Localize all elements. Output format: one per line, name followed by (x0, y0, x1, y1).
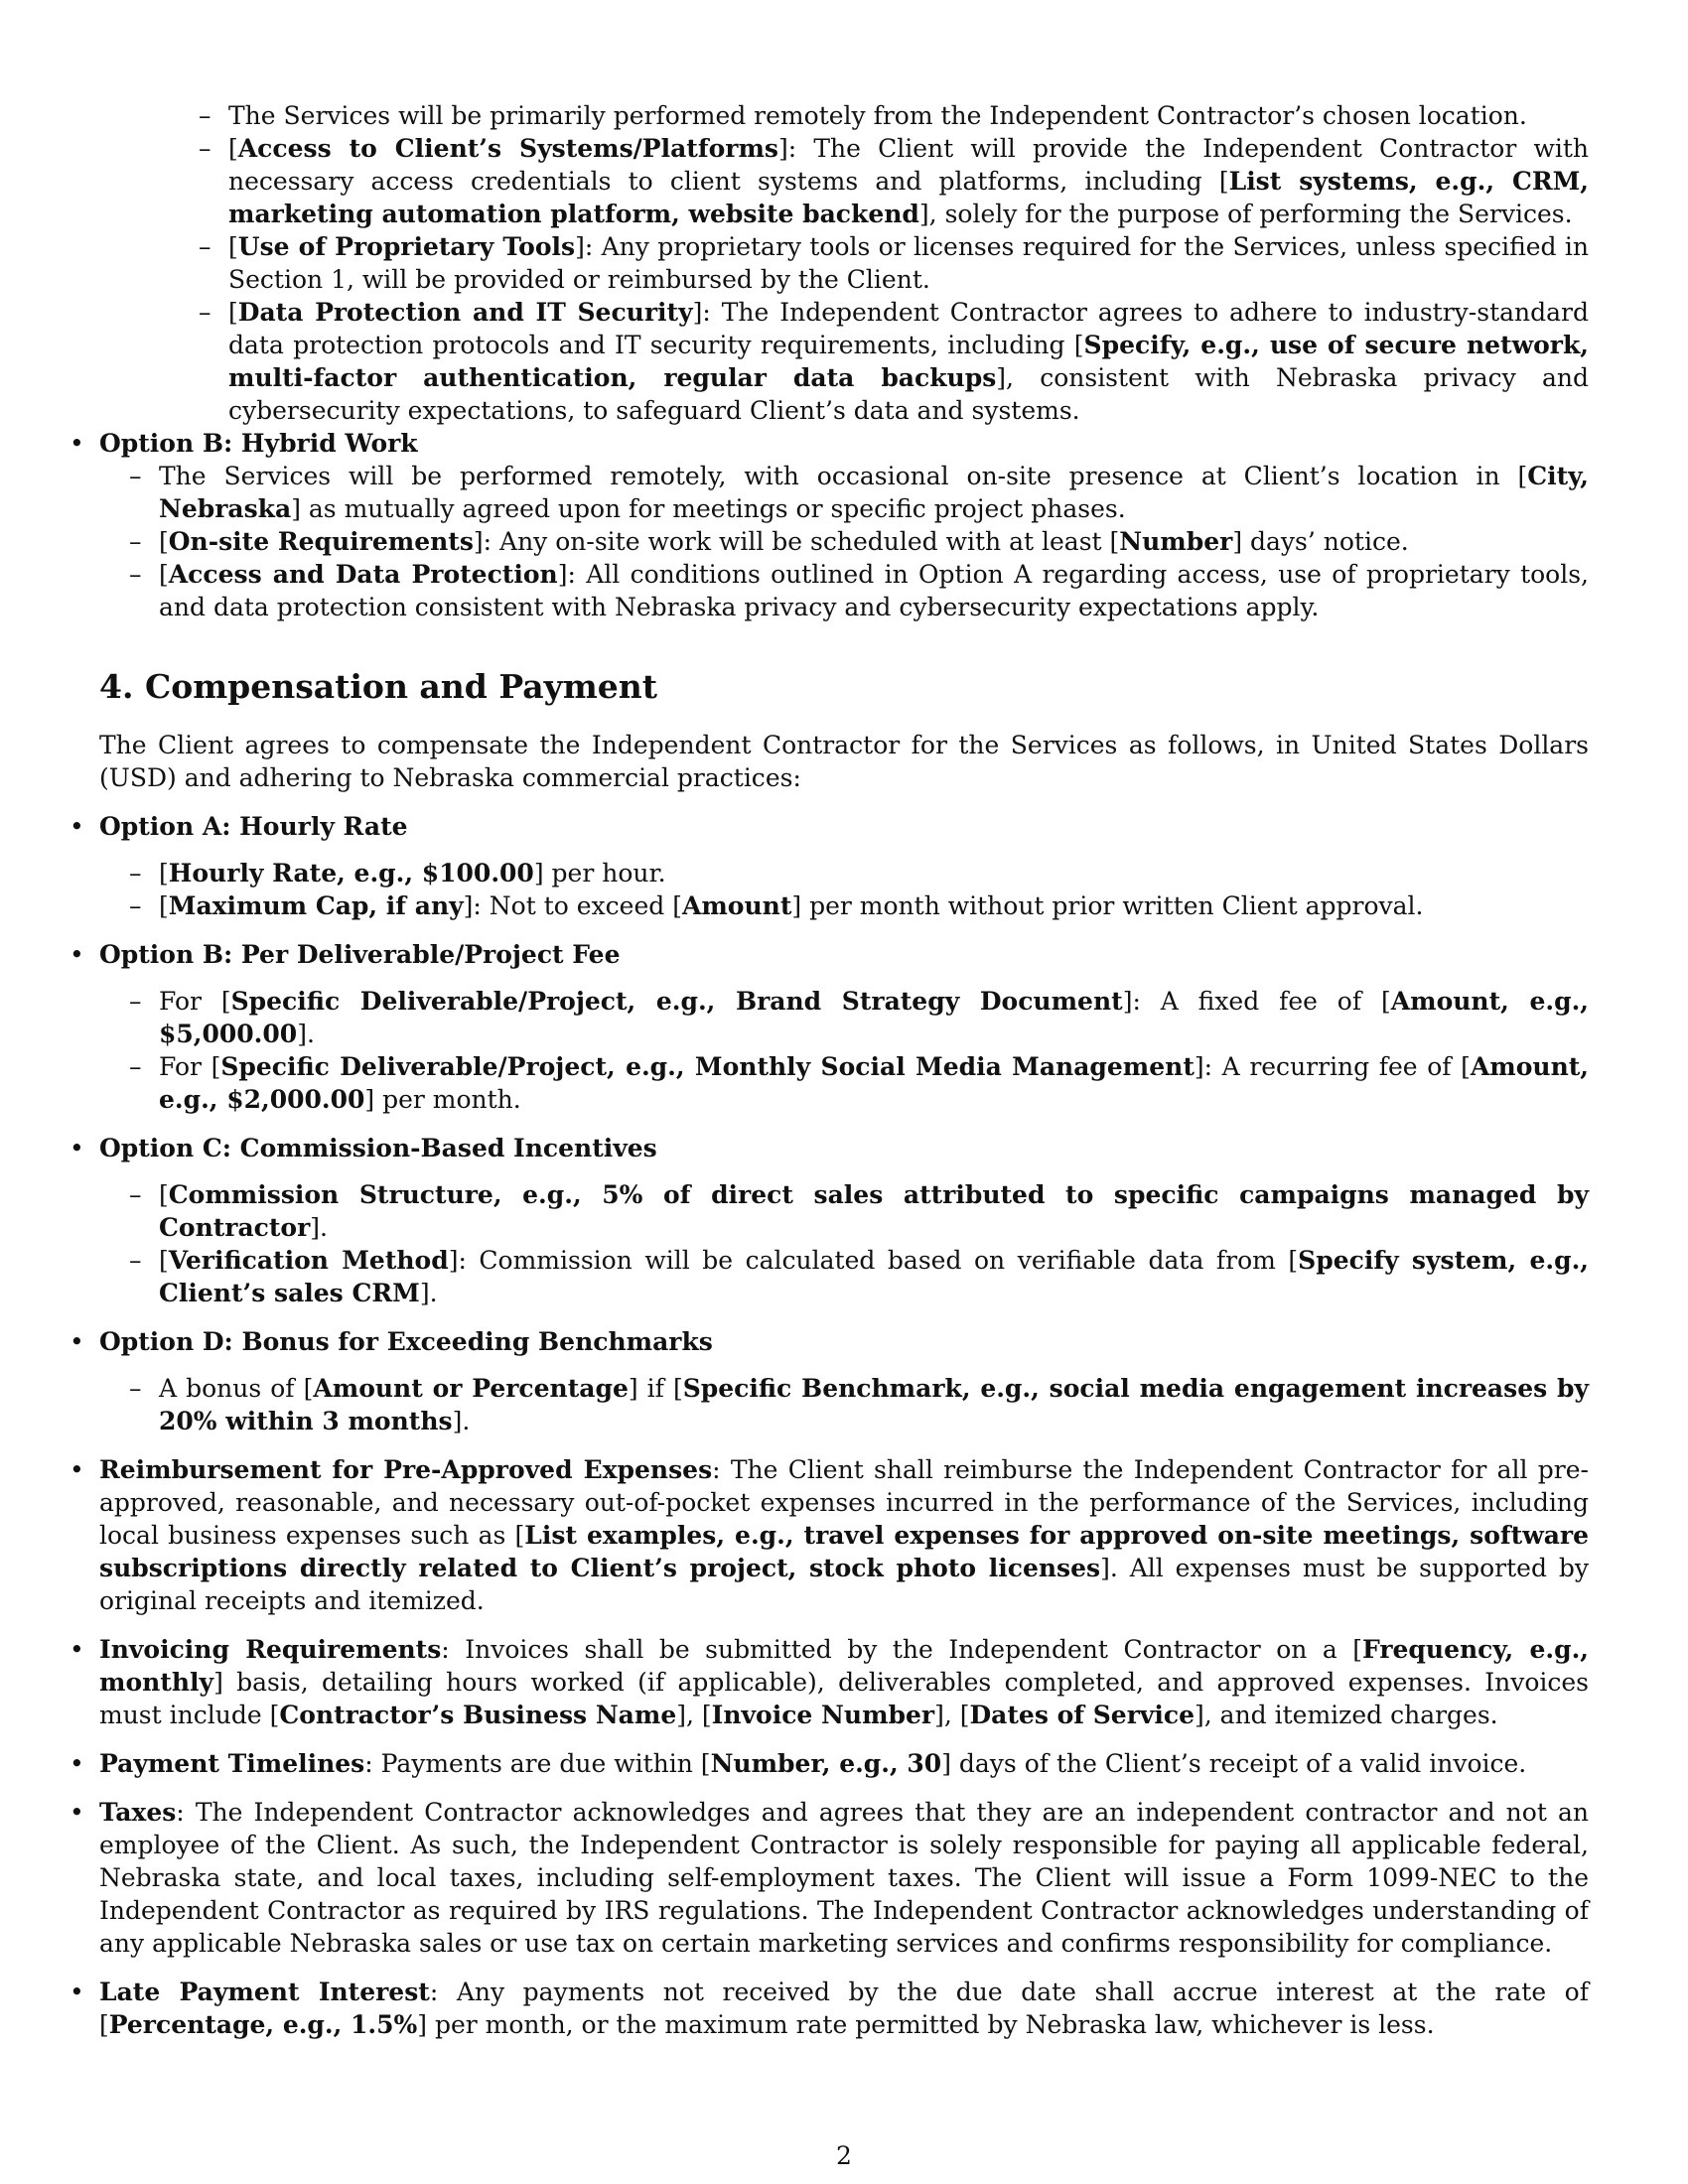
section-intro: The Client agrees to compensate the Independent Contractor for the Services as follows, in United States Dollars (USD) and adhering to Nebraska commercial practices: (99, 731, 1589, 792)
list-item: • Payment Timelines: Payments are due within [Number, e.g., 30] days of the Client’s receipt of a valid invoice. (30, 1747, 1589, 1780)
option-a-work-list (99, 99, 1589, 427)
list-item: – [Use of Proprietary Tools]: Any proprietary tools or licenses required for the Services, unless specified in Section 1, will be provided or reimbursed by the Client. (99, 230, 1589, 296)
document-page (99, 99, 1589, 2041)
list-item: – The Services will be primarily performed remotely from the Independent Contractor’s chosen location. (99, 99, 1589, 132)
list-item (30, 1325, 1589, 1437)
list-item: – A bonus of [Amount or Percentage] if [Specific Benchmark, e.g., social media engagement increases by 20% within 3 months]. (30, 1372, 1589, 1437)
list-item: – [Access and Data Protection]: All conditions outlined in Option A regarding access, use of proprietary tools, and data protection consistent with Nebraska privacy and cybersecurity expectations apply. (30, 558, 1589, 623)
option-heading: Option D: Bonus for Exceeding Benchmarks (99, 1327, 713, 1356)
option-heading: Option B: Hybrid Work (99, 429, 418, 458)
list-item (30, 427, 1589, 623)
list-item: – [Commission Structure, e.g., 5% of direct sales attributed to specific campaigns managed by Contractor]. (30, 1178, 1589, 1244)
list-item: – [Hourly Rate, e.g., $100.00] per hour. (30, 857, 1589, 889)
section-heading: 4. Compensation and Payment (99, 667, 657, 706)
list-item: – The Services will be performed remotely, with occasional on-site presence at Client’s location in [City, Nebraska] as mutually agreed upon for meetings or specific project phases. (30, 460, 1589, 525)
list-item (30, 1132, 1589, 1309)
list-item: • Invoicing Requirements: Invoices shall be submitted by the Independent Contractor on a [Frequency, e.g., monthly] basis, detailing hours worked (if applicable), deliverables completed, and approved expenses. Invoices must include [Contractor’s Business Name], [Invoice Number], [Dates of Service], and itemized charges. (30, 1633, 1589, 1731)
item-label: Reimbursement for Pre-Approved Expenses (99, 1455, 713, 1484)
list-item: – [On-site Requirements]: Any on-site work will be scheduled with at least [Number] days’ notice. (30, 525, 1589, 558)
item-label: Invoicing Requirements (99, 1635, 442, 1664)
item-label: Payment Timelines (99, 1749, 365, 1778)
item-label: Late Payment Interest (99, 1978, 430, 2006)
option-heading: Option A: Hourly Rate (99, 812, 408, 841)
list-item: • Late Payment Interest: Any payments not received by the due date shall accrue interest at the rate of [Percentage, e.g., 1.5%] per month, or the maximum rate permitted by Nebraska law, whichever is less. (30, 1976, 1589, 2041)
list-item (30, 810, 1589, 922)
list-item: – [Verification Method]: Commission will be calculated based on verifiable data from [Specify system, e.g., Client’s sales CRM]. (30, 1244, 1589, 1309)
option-b-work (30, 427, 1589, 623)
option-heading: Option C: Commission-Based Incentives (99, 1134, 657, 1162)
list-item: – [Access to Client’s Systems/Platforms]: The Client will provide the Independent Contractor with necessary access credentials to client systems and platforms, including [List systems, e.g., CRM, marketing automation platform, website backend], solely for the purpose of performing the Services. (99, 132, 1589, 230)
option-heading: Option B: Per Deliverable/Project Fee (99, 940, 621, 969)
list-item: – For [Specific Deliverable/Project, e.g., Brand Strategy Document]: A fixed fee of [Amount, e.g., $5,000.00]. (30, 985, 1589, 1050)
list-item: – [Data Protection and IT Security]: The Independent Contractor agrees to adhere to industry-standard data protection protocols and IT security requirements, including [Specify, e.g., use of secure network, multi-factor authentication, regular data backups], consistent with Nebraska privacy and cybersecurity expectations, to safeguard Client’s data and systems. (99, 296, 1589, 427)
list-item: • Taxes: The Independent Contractor acknowledges and agrees that they are an independent contractor and not an employee of the Client. As such, the Independent Contractor is solely responsible for paying all applicable federal, Nebraska state, and local taxes, including self-employment taxes. The Client will issue a Form 1099-NEC to the Independent Contractor as required by IRS regulations. The Independent Contractor acknowledges understanding of any applicable Nebraska sales or use tax on certain marketing services and confirms responsibility for compliance. (30, 1796, 1589, 1960)
list-item: • Reimbursement for Pre-Approved Expenses: The Client shall reimburse the Independent Contractor for all pre-approved, reasonable, and necessary out-of-pocket expenses incurred in the performance of the Services, including local business expenses such as [List examples, e.g., travel expenses for approved on-site meetings, software subscriptions directly related to Client’s project, stock photo licenses]. All expenses must be supported by original receipts and itemized. (30, 1453, 1589, 1617)
page-number: 2 (836, 2141, 852, 2170)
list-item: – [Maximum Cap, if any]: Not to exceed [Amount] per month without prior written Client approval. (30, 889, 1589, 922)
list-item (30, 938, 1589, 1116)
compensation-list (30, 810, 1589, 2041)
list-item: – For [Specific Deliverable/Project, e.g., Monthly Social Media Management]: A recurring fee of [Amount, e.g., $2,000.00] per month. (30, 1050, 1589, 1116)
item-label: Taxes (99, 1798, 177, 1827)
